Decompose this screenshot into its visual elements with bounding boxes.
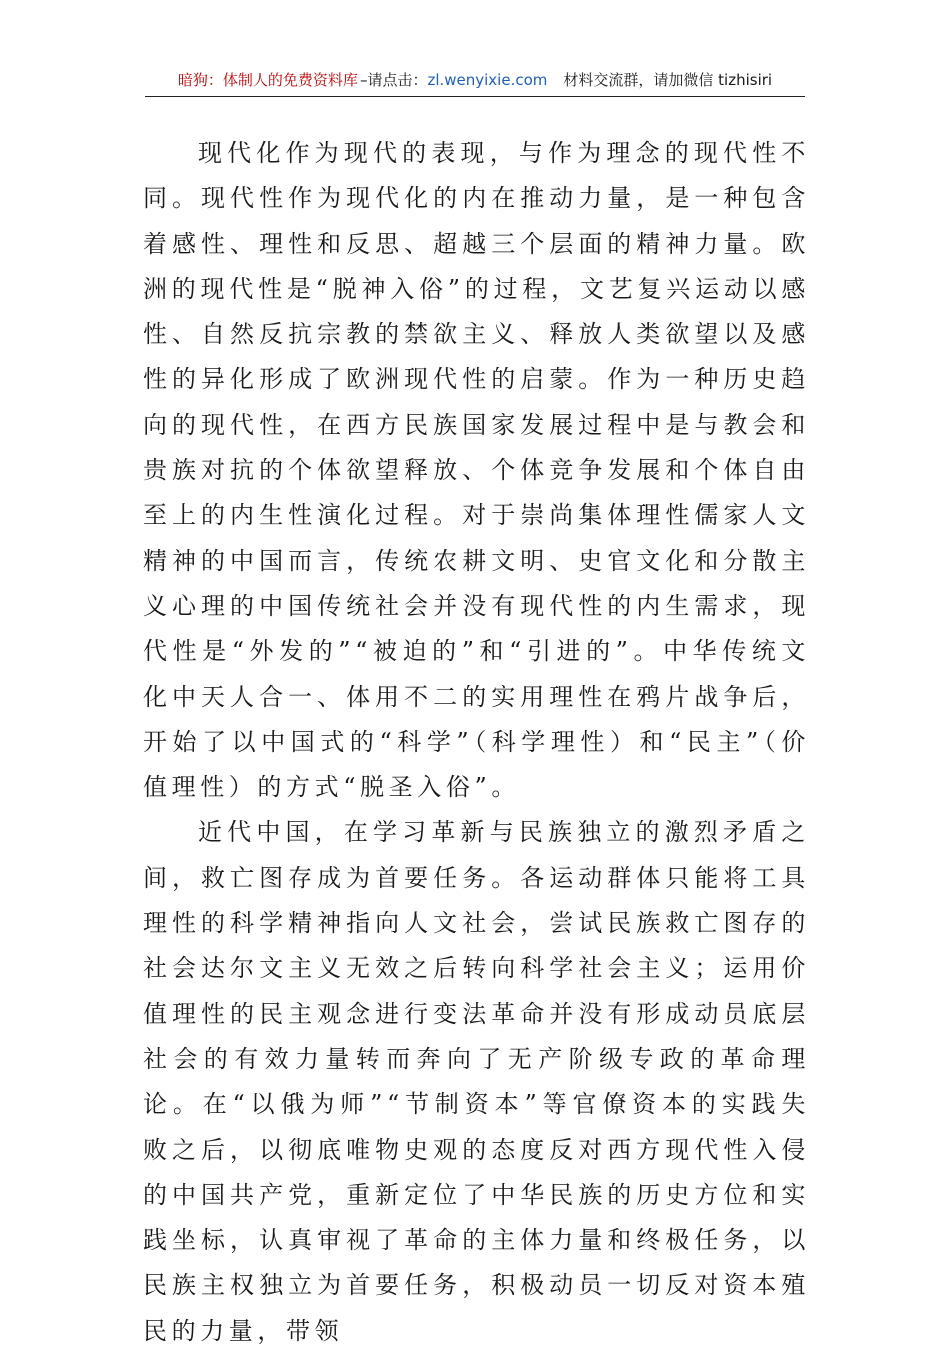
header-group-note: 材料交流群，请加微信 tizhisiri xyxy=(563,71,773,89)
document-body xyxy=(143,131,810,1354)
paragraph-2: 近代中国，在学习革新与民族独立的激烈矛盾之间，救亡图存成为首要任务。各运动群体只能将工具理性的科学精神指向人文社会，尝试民族救亡图存的社会达尔文主义无效之后转向科学社会主义；运用价值理性的民主观念进行变法革命并没有形成动员底层社会的有效力量转而奔向了无产阶级专政的革命理论。在“以俄为师”“节制资本”等官僚资本的实践失败之后，以彻底唯物史观的态度反对西方现代性入侵的中国共产党，重新定位了中华民族的历史方位和实践坐标，认真审视了革命的主体力量和终极任务，以民族主权独立为首要任务，积极动员一切反对资本殖民的力量，带领 xyxy=(143,818,810,1345)
page-header xyxy=(145,66,805,97)
header-brand[interactable]: 暗狗：体制人的免费资料库 xyxy=(177,71,358,89)
paragraph-1: 现代化作为现代的表现，与作为理念的现代性不同。现代性作为现代化的内在推动力量，是一种包含着感性、理性和反思、超越三个层面的精神力量。欧洲的现代性是“脱神入俗”的过程，文艺复兴运动以感性、自然反抗宗教的禁欲主义、释放人类欲望以及感性的异化形成了欧洲现代性的启蒙。作为一种历史趋向的现代性，在西方民族国家发展过程中是与教会和贵族对抗的个体欲望释放、个体竞争发展和个体自由至上的内生性演化过程。对于崇尚集体理性儒家人文精神的中国而言，传统农耕文明、史官文化和分散主义心理的中国传统社会并没有现代性的内生需求，现代性是“外发的”“被迫的”和“引进的”。中华传统文化中天人合一、体用不二的实用理性在鸦片战争后，开始了以中国式的“科学”（科学理性）和“民主”（价值理性）的方式“脱圣入俗”。 xyxy=(143,139,810,802)
header-prompt: –请点击： xyxy=(359,71,428,89)
header-url-link[interactable]: zl.wenyixie.com xyxy=(427,71,548,89)
